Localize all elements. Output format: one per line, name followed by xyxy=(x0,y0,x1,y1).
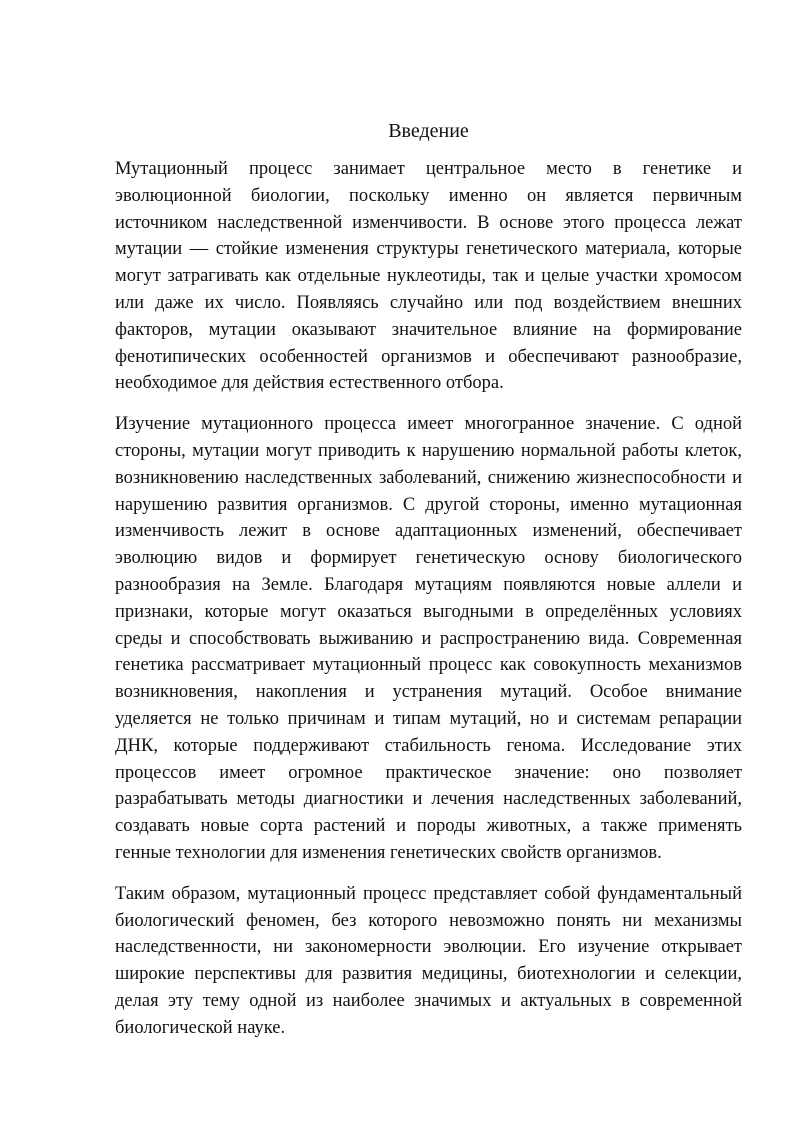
paragraph-conclusion: Таким образом, мутационный процесс представляет собой фундаментальный биологический феномен, без которого невозможно понять ни механизмы наследственности, ни закономерности эволюции. Его изучение открывает широкие перспективы для развития медицины, биотехнологии и селекции, делая эту тему одной из наиболее значимых и актуальных в современной биологической науке. xyxy=(115,883,742,1038)
paragraph-intro: Мутационный процесс занимает центральное место в генетике и эволюционной биологии, поскольку именно он является первичным источником наследственной изменчивости. В основе этого процесса лежат мутации — стойкие изменения структуры генетического материала, которые могут затрагивать как отдельные нуклеотиды, так и целые участки хромосом или даже их число. Появляясь случайно или под воздействием внешних факторов, мутации оказывают значительное влияние на формирование фенотипических особенностей организмов и обеспечивают разнообразие, необходимое для действия естественного отбора. xyxy=(115,159,742,394)
page-title: Введение xyxy=(388,120,469,142)
document-body xyxy=(115,118,742,1056)
paragraph-significance: Изучение мутационного процесса имеет многогранное значение. С одной стороны, мутации могут приводить к нарушению нормальной работы клеток, возникновению наследственных заболеваний, снижению жизнеспособности и нарушению развития организмов. С другой стороны, именно мутационная изменчивость лежит в основе адаптационных изменений, обеспечивает эволюцию видов и формирует генетическую основу биологического разнообразия на Земле. Благодаря мутациям появляются новые аллели и признаки, которые могут оказаться выгодными в определённых условиях среды и способствовать выживанию и распространению вида. Современная генетика рассматривает мутационный процесс как совокупность механизмов возникновения, накопления и устранения мутаций. Особое внимание уделяется не только причинам и типам мутаций, но и системам репарации ДНК, которые поддерживают стабильность генома. Исследование этих процессов имеет огромное практическое значение: оно позволяет разрабатывать методы диагностики и лечения наследственных заболеваний, создавать новые сорта растений и породы животных, а также применять генные технологии для изменения генетических свойств организмов. xyxy=(115,414,742,863)
